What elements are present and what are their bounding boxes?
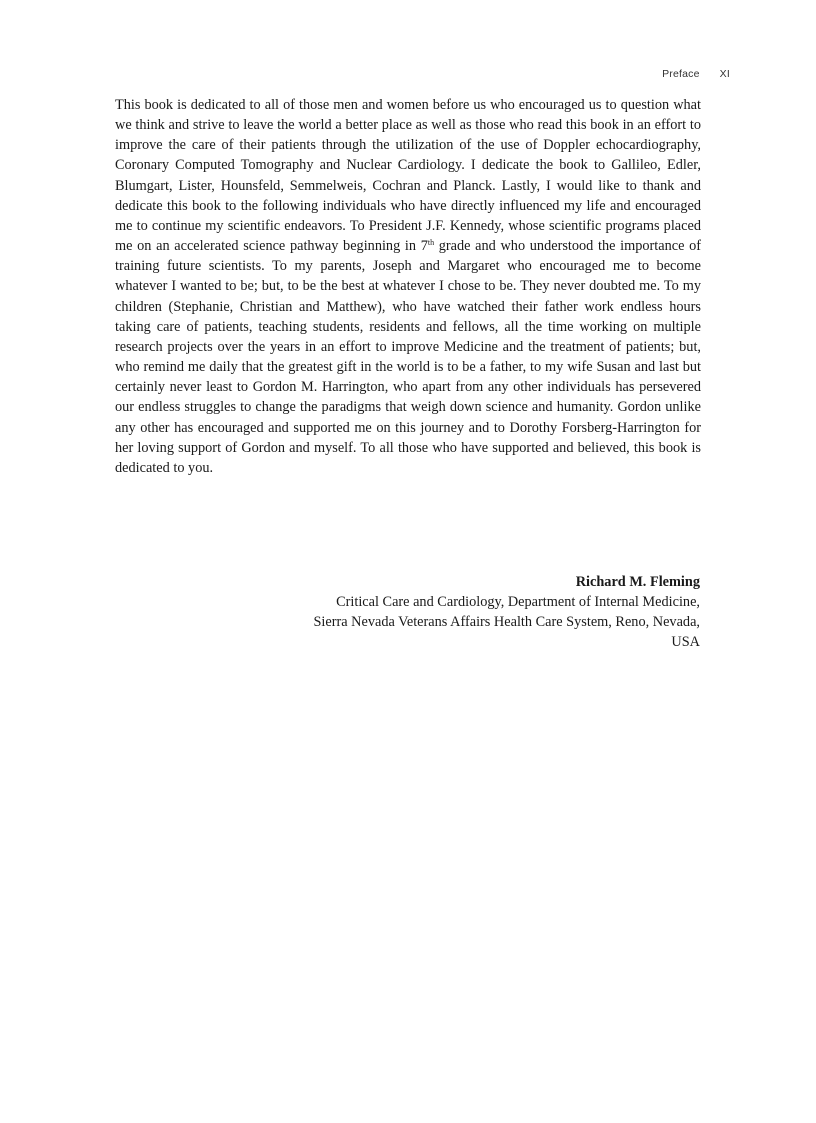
dedication-paragraph xyxy=(115,95,701,478)
running-header-section: Preface xyxy=(662,68,700,80)
ordinal-suffix: th xyxy=(427,238,435,248)
dedication-text-part1: This book is dedicated to all of those men and women before us who encouraged us to question what we think and strive to leave the world a better place as well as those who read this book in an effort to improve the care of their patients through the utilization of the use of Doppler echocardiography, Coronary Computed Tomography and Nuclear Cardiology. I dedicate the book to Gallileo, Edler, Blumgart, Lister, Hounsfeld, Semmelweis, Cochran and Planck. Lastly, I would like to thank and dedicate this book to the following individuals who have directly influenced my life and encouraged me to continue my scientific endeavors. To President J.F. Kennedy, whose scientific programs placed me on an accelerated science pathway beginning in 7 xyxy=(115,97,701,255)
affiliation-line-1: Critical Care and Cardiology, Department of Internal Medicine, xyxy=(336,594,700,611)
affiliation-line-2: Sierra Nevada Veterans Affairs Health Care System, Reno, Nevada, xyxy=(313,614,700,631)
page-number: XI xyxy=(719,68,730,80)
running-header xyxy=(662,68,730,80)
signature-block xyxy=(114,572,700,653)
author-name: Richard M. Fleming xyxy=(575,574,700,590)
affiliation-line-3: USA xyxy=(671,634,700,651)
dedication-text-part2: grade and who understood the importance of training future scientists. To my parents, Joseph and Margaret who encouraged me to become whatever I wanted to be; but, to be the best at whatever I chose to be. They never doubted me. To my children (Stephanie, Christian and Matthew), who have watched their father work endless hours taking care of patients, teaching students, residents and fellows, all the time working on multiple research projects over the years in an effort to improve Medicine and the treatment of patients; but, who remind me daily that the greatest gift in the world is to be a father, to my wife Susan and last but certainly never least to Gordon M. Harrington, who apart from any other individuals has persevered our endless struggles to change the paradigms that weigh down science and humanity. Gordon unlike any other has encouraged and supported me on this journey and to Dorothy Forsberg-Harrington for her loving support of Gordon and myself. To all those who have supported and believed, this book is dedicated to you. xyxy=(115,238,701,476)
